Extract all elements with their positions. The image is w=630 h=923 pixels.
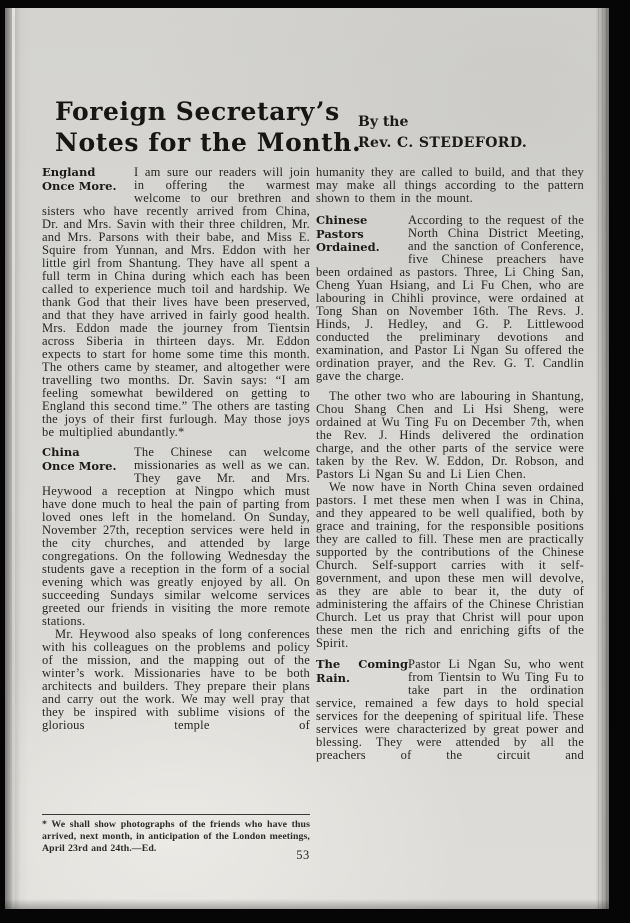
section-rain-paragraph [316, 658, 584, 762]
page-left-edge-highlight [12, 8, 15, 909]
body-text: Pastor Li Ngan Su, who went from Tientsin to Wu Ting Fu to take part in the ordination service, remained a few days to hold special services for the deepening of spiritual life. These services were characterized by great power and blessing. They were attended by all the preachers of the circuit and [316, 657, 584, 762]
left-column [42, 166, 310, 732]
paragraph-heywood-conferences: Mr. Heywood also speaks of long conferences with his colleagues on the problems and policy of the mission, and the mapping out of the winter’s work. Missionaries have to be both architects and builders. They prepare their plans and carry out the work. We may well pray that they be inspired with sublime visions of the glorious temple of [42, 627, 310, 732]
byline [358, 112, 527, 154]
paragraph-shantung-ordinations: The other two who are labouring in Shantung, Chou Shang Chen and Li Hsi Sheng, were ordained at Wu Ting Fu on December 7th, when the Rev. J. Hinds delivered the ordination charge, and the other parts of the service were taken by the Rev. W. Eddon, Dr. Robson, and Pastors Li Ngan Su and Li Lien Chen. [316, 389, 584, 481]
sidehead-line: Chinese [316, 213, 368, 227]
sidehead-china-once-more [42, 446, 134, 485]
page-right-stack-edge [595, 8, 609, 909]
sidehead-line: China [42, 445, 80, 459]
footnote [42, 814, 310, 854]
article-title-line1: Foreign Secretary’s [55, 97, 340, 126]
sidehead-england-once-more [42, 166, 134, 205]
sidehead-line: Ordained. [316, 240, 380, 254]
section-china-once-more [42, 446, 310, 628]
page-left-curl-shadow [5, 8, 29, 909]
section-england-once-more [42, 166, 310, 439]
sidehead-line: The Coming [316, 657, 408, 671]
sidehead-the-coming-rain [316, 658, 408, 697]
sidehead-chinese-pastors-ordained [316, 214, 408, 266]
section-ordained-paragraph [316, 214, 584, 383]
sidehead-line: Pastors [316, 226, 364, 241]
section-the-coming-rain [316, 658, 584, 762]
article-title-line2: Notes for the Month. [55, 128, 362, 157]
body-text: The Chinese can welcome missionaries as well as we can. They gave Mr. and Mrs. Heywood a reception at Ningpo which must have done much to heal the pain of parting from loved ones left in the homeland. On Sunday, November 27th, reception services were held in the city churches, and attended by large congregations. On the following Wednesday the students gave a reception in the form of a social evening which was greatly enjoyed by all. On succeeding Sundays similar welcome services greeted our friends in visiting the more remote stations. [42, 445, 310, 628]
section-chinese-pastors-ordained [316, 214, 584, 383]
right-column [316, 166, 584, 769]
page-paper [5, 8, 609, 909]
page-number: 53 [296, 848, 310, 862]
footnote-text: * We shall show photographs of the friends who have thus arrived, next month, in anticipation of the London meetings, April 23rd and 24th.—Ed. [42, 819, 310, 854]
article-title [55, 96, 361, 158]
sidehead-line: Once More. [42, 178, 117, 193]
paragraph-north-china-pastors: We now have in North China seven ordained pastors. I met these men when I was in China, and they appeared to be well qualified, both by grace and training, for the responsible positions they are called to fill. These men are practically supported by the contributions of the Chinese Church. Self-support carries with it self-government, and upon these men will devolve, as they are able to bear it, the duty of administering the affairs of the Chinese Christian Church. Let us pray that Christ will pour upon these men the rich and enriching gifts of the Spirit. [316, 480, 584, 650]
sidehead-line: Rain. [316, 670, 351, 685]
page-bottom-shadow [5, 899, 609, 909]
body-text: I am sure our readers will join in offering the warmest welcome to our brethren and sisters who have recently arrived from China, Dr. and Mrs. Savin with their three children, Mr. and Mrs. Parsons with their babe, and Miss E. Squire from Yunnan, and Mrs. Eddon with her little girl from Shantung. They have all spent a full term in China during which each has been called to experience much toil and hardship. We thank God that their lives have been preserved, and that they have arrived in fairly good health. Mrs. Eddon made the journey from Tientsin across Siberia in thirteen days. Mr. Eddon expects to start for home some time this month. The others came by steamer, and altogether were travelling two months. Dr. Savin says: “I am feeling somewhat bewildered on getting to England this second time.” The others are tasting the joys of their first furlough. May those joys be multiplied abundantly.* [42, 165, 310, 439]
body-text: According to the request of the North China District Meeting, and the sanction of Conference, five Chinese preachers have been ordained as pastors. Three, Li Ching San, Cheng Yuan Hsiang, and Li Fu Chen, who are labouring in Chihli province, were ordained at Tong Shan on November 16th. The Revs. J. Hinds, J. Hedley, and G. P. Littlewood conducted the preliminary devotions and examination, and Pastor Li Ngan Su offered the ordination prayer, and the Rev. G. T. Candlin gave the charge. [316, 213, 584, 383]
byline-author: Rev. C. STEDEFORD. [358, 135, 528, 151]
paragraph-continuation: humanity they are called to build, and that they may make all things according to the pattern shown to them in the mount. [316, 165, 584, 205]
section-china-paragraph [42, 446, 310, 628]
sidehead-line: Once More. [42, 458, 117, 473]
sidehead-line: England [42, 165, 96, 179]
footnote-rule [42, 814, 310, 815]
section-england-paragraph [42, 166, 310, 439]
byline-by-the: By the [358, 114, 409, 130]
